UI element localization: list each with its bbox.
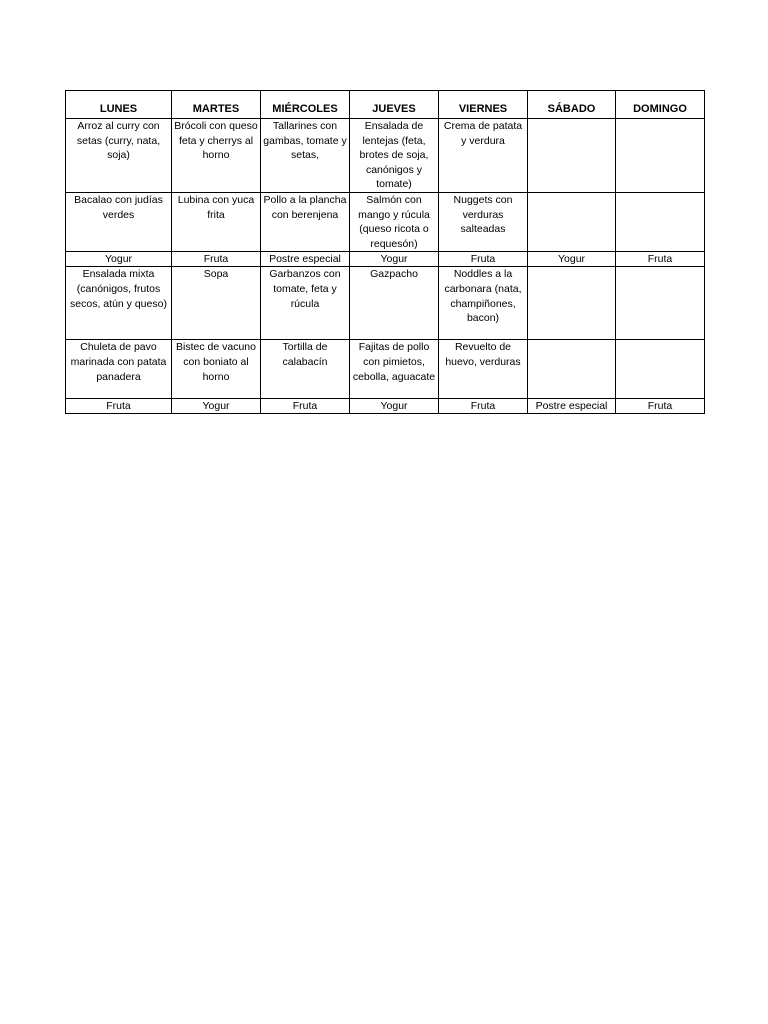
menu-cell: Tallarines con gambas, tomate y setas, — [261, 119, 350, 193]
menu-cell: Pollo a la plancha con berenjena — [261, 192, 350, 251]
dessert-cell: Fruta — [439, 252, 528, 267]
day-header-miercoles: MIÉRCOLES — [261, 91, 350, 119]
day-header-lunes: LUNES — [66, 91, 172, 119]
day-header-viernes: VIERNES — [439, 91, 528, 119]
menu-cell: Tortilla de calabacín — [261, 340, 350, 399]
dessert-cell: Fruta — [172, 252, 261, 267]
menu-cell: Bistec de vacuno con boniato al horno — [172, 340, 261, 399]
dessert-cell: Yogur — [528, 252, 616, 267]
menu-cell: Ensalada mixta (canónigos, frutos secos, atún y queso) — [66, 267, 172, 340]
dessert-cell: Postre especial — [528, 399, 616, 414]
menu-cell: Garbanzos con tomate, feta y rúcula — [261, 267, 350, 340]
weekly-menu-table — [65, 90, 705, 414]
day-header-jueves: JUEVES — [350, 91, 439, 119]
dessert-cell: Yogur — [350, 399, 439, 414]
menu-cell: Revuelto de huevo, verduras — [439, 340, 528, 399]
week2-dessert-row — [66, 399, 705, 414]
menu-cell: Chuleta de pavo marinada con patata panadera — [66, 340, 172, 399]
dessert-cell: Fruta — [616, 252, 705, 267]
week1-lunch-row — [66, 119, 705, 193]
dessert-cell: Fruta — [66, 399, 172, 414]
week1-dessert-row — [66, 252, 705, 267]
dessert-cell: Postre especial — [261, 252, 350, 267]
menu-cell — [616, 192, 705, 251]
menu-cell — [616, 119, 705, 193]
menu-cell — [616, 267, 705, 340]
menu-cell: Gazpacho — [350, 267, 439, 340]
menu-cell: Nuggets con verduras salteadas — [439, 192, 528, 251]
day-header-sabado: SÁBADO — [528, 91, 616, 119]
dessert-cell: Yogur — [172, 399, 261, 414]
day-header-domingo: DOMINGO — [616, 91, 705, 119]
week2-lunch-row — [66, 267, 705, 340]
menu-cell: Brócoli con queso feta y cherrys al horno — [172, 119, 261, 193]
menu-cell: Sopa — [172, 267, 261, 340]
menu-cell: Noddles a la carbonara (nata, champiñones, bacon) — [439, 267, 528, 340]
dessert-cell: Fruta — [439, 399, 528, 414]
menu-cell — [528, 119, 616, 193]
menu-cell: Ensalada de lentejas (feta, brotes de soja, canónigos y tomate) — [350, 119, 439, 193]
week1-dinner-row — [66, 192, 705, 251]
menu-cell: Lubina con yuca frita — [172, 192, 261, 251]
day-header-martes: MARTES — [172, 91, 261, 119]
menu-cell: Salmón con mango y rúcula (queso ricota o requesón) — [350, 192, 439, 251]
header-row — [66, 91, 705, 119]
dessert-cell: Fruta — [616, 399, 705, 414]
dessert-cell: Yogur — [66, 252, 172, 267]
menu-cell: Bacalao con judías verdes — [66, 192, 172, 251]
menu-cell — [528, 340, 616, 399]
menu-cell: Arroz al curry con setas (curry, nata, soja) — [66, 119, 172, 193]
menu-cell — [528, 267, 616, 340]
menu-cell: Fajitas de pollo con pimietos, cebolla, aguacate — [350, 340, 439, 399]
week2-dinner-row — [66, 340, 705, 399]
menu-cell: Crema de patata y verdura — [439, 119, 528, 193]
dessert-cell: Fruta — [261, 399, 350, 414]
dessert-cell: Yogur — [350, 252, 439, 267]
menu-cell — [528, 192, 616, 251]
menu-cell — [616, 340, 705, 399]
